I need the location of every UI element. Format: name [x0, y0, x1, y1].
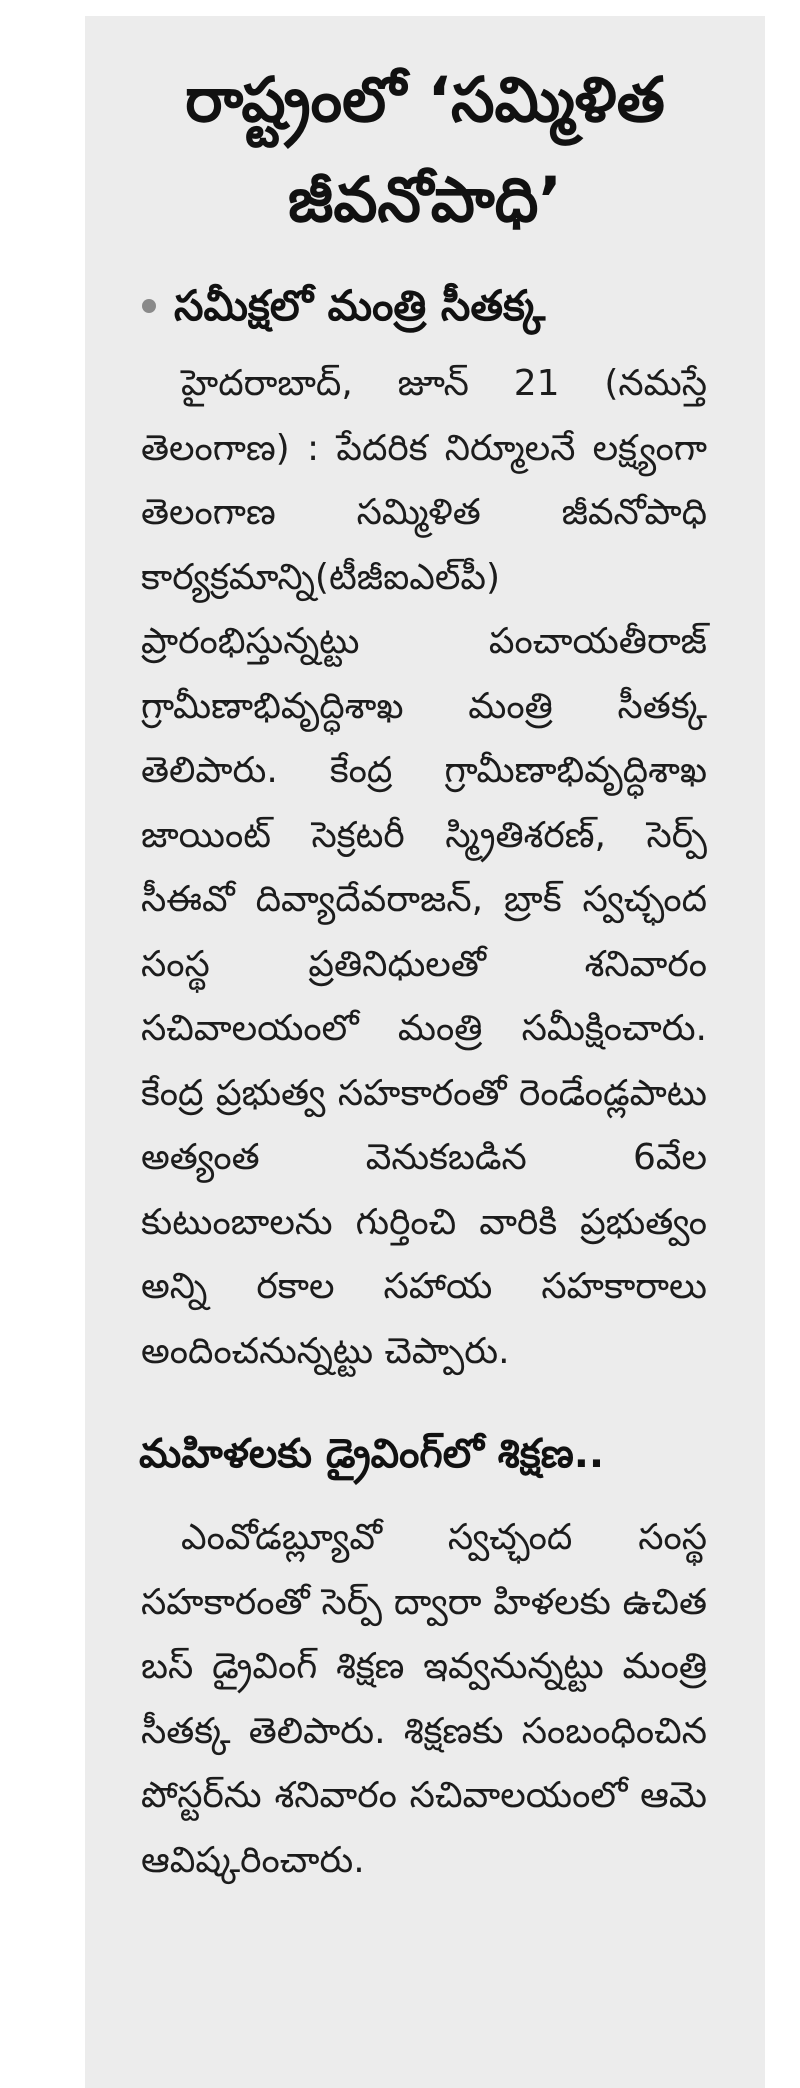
paragraph-2-text: ఎంవోడబ్ల్యూవో స్వచ్ఛంద సంస్థ సహకారంతో సెర్ప్ ద్వారా హిళలకు ఉచిత బస్ డ్రైవింగ్ శిక్షణ ఇవ్వనున్నట్టు మంత్రి సీతక్క తెలిపారు. శిక్షణకు సంబంధించిన పోస్టర్‌ను శనివారం సచివాలయంలో ఆమె ఆవిష్కరించారు. [141, 1517, 707, 1881]
headline [85, 50, 765, 250]
article-paragraph-2 [141, 1506, 707, 1893]
newspaper-clipping [85, 16, 765, 2088]
subheadline [142, 276, 765, 336]
article-paragraph-1 [141, 352, 707, 1384]
bullet-icon [142, 299, 156, 313]
section-heading: మహిళలకు డ్రైవింగ్‌లో శిక్షణ.. [139, 1431, 605, 1477]
paragraph-1-text: హైదరాబాద్, జూన్ 21 (నమస్తే తెలంగాణ) : పేదరిక నిర్మూలనే లక్ష్యంగా తెలంగాణ సమ్మిళిత జీవనోపాధి కార్యక్రమాన్ని(టీజీఐఎల్‌పీ) ప్రారంభిస్తున్నట్టు పంచాయతీరాజ్ గ్రామీణాభివృద్ధిశాఖ మంత్రి సీతక్క తెలిపారు. కేంద్ర గ్రామీణాభివృద్ధిశాఖ జాయింట్ సెక్రటరీ స్మ్రితిశరణ్, సెర్ప్ సీఈవో దివ్యాదేవరాజన్, బ్రాక్ స్వచ్ఛంద సంస్థ ప్రతినిధులతో శనివారం సచివాలయంలో మంత్రి సమీక్షించారు. కేంద్ర ప్రభుత్వ సహకారంతో రెండేండ్లపాటు అత్యంత వెనుకబడిన 6వేల కుటుంబాలను గుర్తించి వారికి ప్రభుత్వం అన్ని రకాల సహాయ సహకారాలు అందించనున్నట్టు చెప్పారు. [141, 363, 707, 1372]
headline-line-2: జీవనోపాధి’ [288, 163, 562, 236]
headline-line-1: రాష్ట్రంలో ‘సమ్మిళిత [185, 63, 665, 136]
subheadline-text: సమీక్షలో మంత్రి సీతక్క [174, 281, 546, 330]
